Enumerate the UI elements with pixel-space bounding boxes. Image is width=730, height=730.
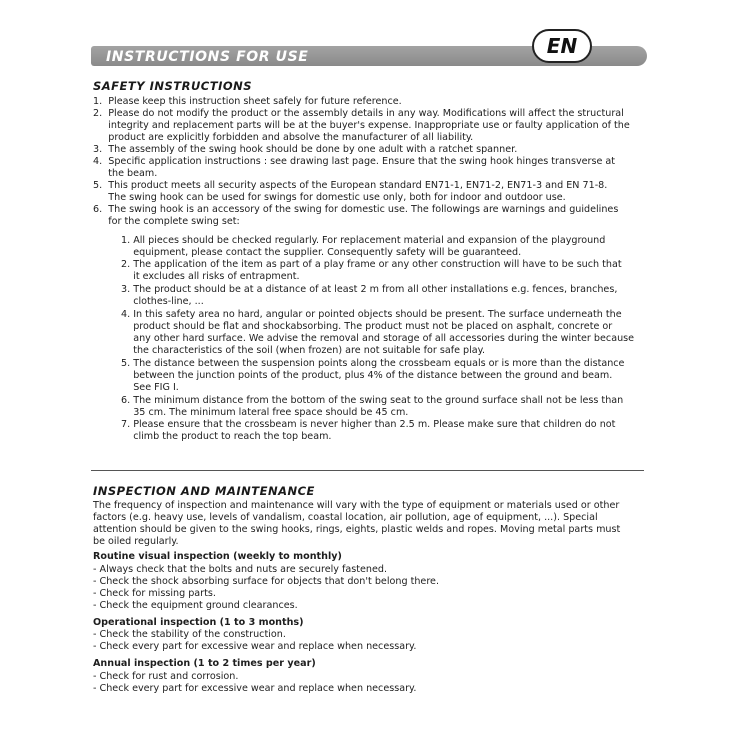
routine-inspection-item: - Check for missing parts. (93, 588, 216, 599)
safety-line: 5. This product meets all security aspects of the European standard EN71-1, EN71-2, EN71-3 and EN 71-8. (93, 180, 608, 191)
safety-line: 1. Please keep this instruction sheet safely for future reference. (93, 96, 402, 107)
annual-inspection-title: Annual inspection (1 to 2 times per year) (93, 658, 316, 669)
swing-guideline-line: equipment, please contact the supplier. Consequently safety will be guaranteed. (121, 247, 522, 258)
swing-guideline-line: 3. The product should be at a distance of at least 2 m from all other installations e.g. fences, branches, (121, 284, 618, 295)
swing-guideline-line: 1. All pieces should be checked regularly. For replacement material and expansion of the playground (121, 235, 606, 246)
annual-inspection-item: - Check every part for excessive wear and replace when necessary. (93, 683, 417, 694)
page-title: INSTRUCTIONS FOR USE (106, 49, 309, 65)
swing-guideline-line: 7. Please ensure that the crossbeam is never higher than 2.5 m. Please make sure that children do not (121, 419, 616, 430)
annual-inspection-item: - Check for rust and corrosion. (93, 671, 239, 682)
swing-guideline-line: any other hard surface. We advise the removal and storage of all accessories during the winter because (121, 333, 635, 344)
safety-line: 6. The swing hook is an accessory of the swing for domestic use. The followings are warnings and guidelines (93, 204, 619, 215)
inspection-intro-line: The frequency of inspection and maintenance will vary with the type of equipment or materials used or other (93, 500, 620, 511)
swing-guideline-line: between the junction points of the product, plus 4% of the distance between the ground and beam. (121, 370, 613, 381)
swing-guideline-line: the characteristics of the soil (when frozen) are not suitable for safe play. (121, 345, 486, 356)
safety-line: 3. The assembly of the swing hook should be done by one adult with a ratchet spanner. (93, 144, 518, 155)
swing-guideline-line: climb the product to reach the top beam. (121, 431, 332, 442)
safety-line: 4. Specific application instructions : see drawing last page. Ensure that the swing hook hinges transverse at (93, 156, 616, 167)
operational-inspection-item: - Check the stability of the construction. (93, 629, 286, 640)
section-divider (91, 470, 644, 471)
swing-guideline-line: product should be flat and shockabsorbing. The product must not be placed on asphalt, concrete or (121, 321, 613, 332)
language-badge: EN (532, 29, 592, 63)
inspection-heading: INSPECTION AND MAINTENANCE (93, 484, 315, 498)
swing-guideline-line: 35 cm. The minimum lateral free space should be 45 cm. (121, 407, 409, 418)
swing-guideline-line: clothes-line, ... (121, 296, 204, 307)
swing-guideline-line: 2. The application of the item as part of a play frame or any other construction will have to be such that (121, 259, 622, 270)
swing-guideline-line: 6. The minimum distance from the bottom of the swing seat to the ground surface shall not be less than (121, 395, 624, 406)
inspection-intro-line: be oiled regularly. (93, 536, 179, 547)
safety-line: for the complete swing set: (93, 216, 240, 227)
routine-inspection-title: Routine visual inspection (weekly to monthly) (93, 551, 342, 562)
inspection-intro-line: factors (e.g. heavy use, levels of vandalism, coastal location, air pollution, age of equipment, ...). Special (93, 512, 598, 523)
routine-inspection-item: - Always check that the bolts and nuts are securely fastened. (93, 564, 388, 575)
operational-inspection-title: Operational inspection (1 to 3 months) (93, 617, 304, 628)
safety-line: integrity and replacement parts will be at the buyer's expense. Inappropriate use or faulty application of the (93, 120, 630, 131)
safety-line: product are explicitly forbidden and absolve the manufacturer of all liability. (93, 132, 474, 143)
swing-guideline-line: 5. The distance between the suspension points along the crossbeam equals or is more than the distance (121, 358, 625, 369)
swing-guideline-line: it excludes all risks of entrapment. (121, 271, 300, 282)
routine-inspection-item: - Check the equipment ground clearances. (93, 600, 298, 611)
inspection-intro-line: attention should be given to the swing hooks, rings, eights, plastic welds and ropes. Moving metal parts must (93, 524, 621, 535)
safety-line: 2. Please do not modify the product or the assembly details in any way. Modifications will affect the structural (93, 108, 624, 119)
safety-line: The swing hook can be used for swings for domestic use only, both for indoor and outdoor use. (93, 192, 566, 203)
swing-guideline-line: 4. In this safety area no hard, angular or pointed objects should be present. The surface underneath the (121, 309, 622, 320)
operational-inspection-item: - Check every part for excessive wear and replace when necessary. (93, 641, 417, 652)
routine-inspection-item: - Check the shock absorbing surface for objects that don't belong there. (93, 576, 440, 587)
swing-guideline-line: See FIG I. (121, 382, 179, 393)
safety-heading: SAFETY INSTRUCTIONS (93, 79, 253, 93)
safety-line: the beam. (93, 168, 158, 179)
